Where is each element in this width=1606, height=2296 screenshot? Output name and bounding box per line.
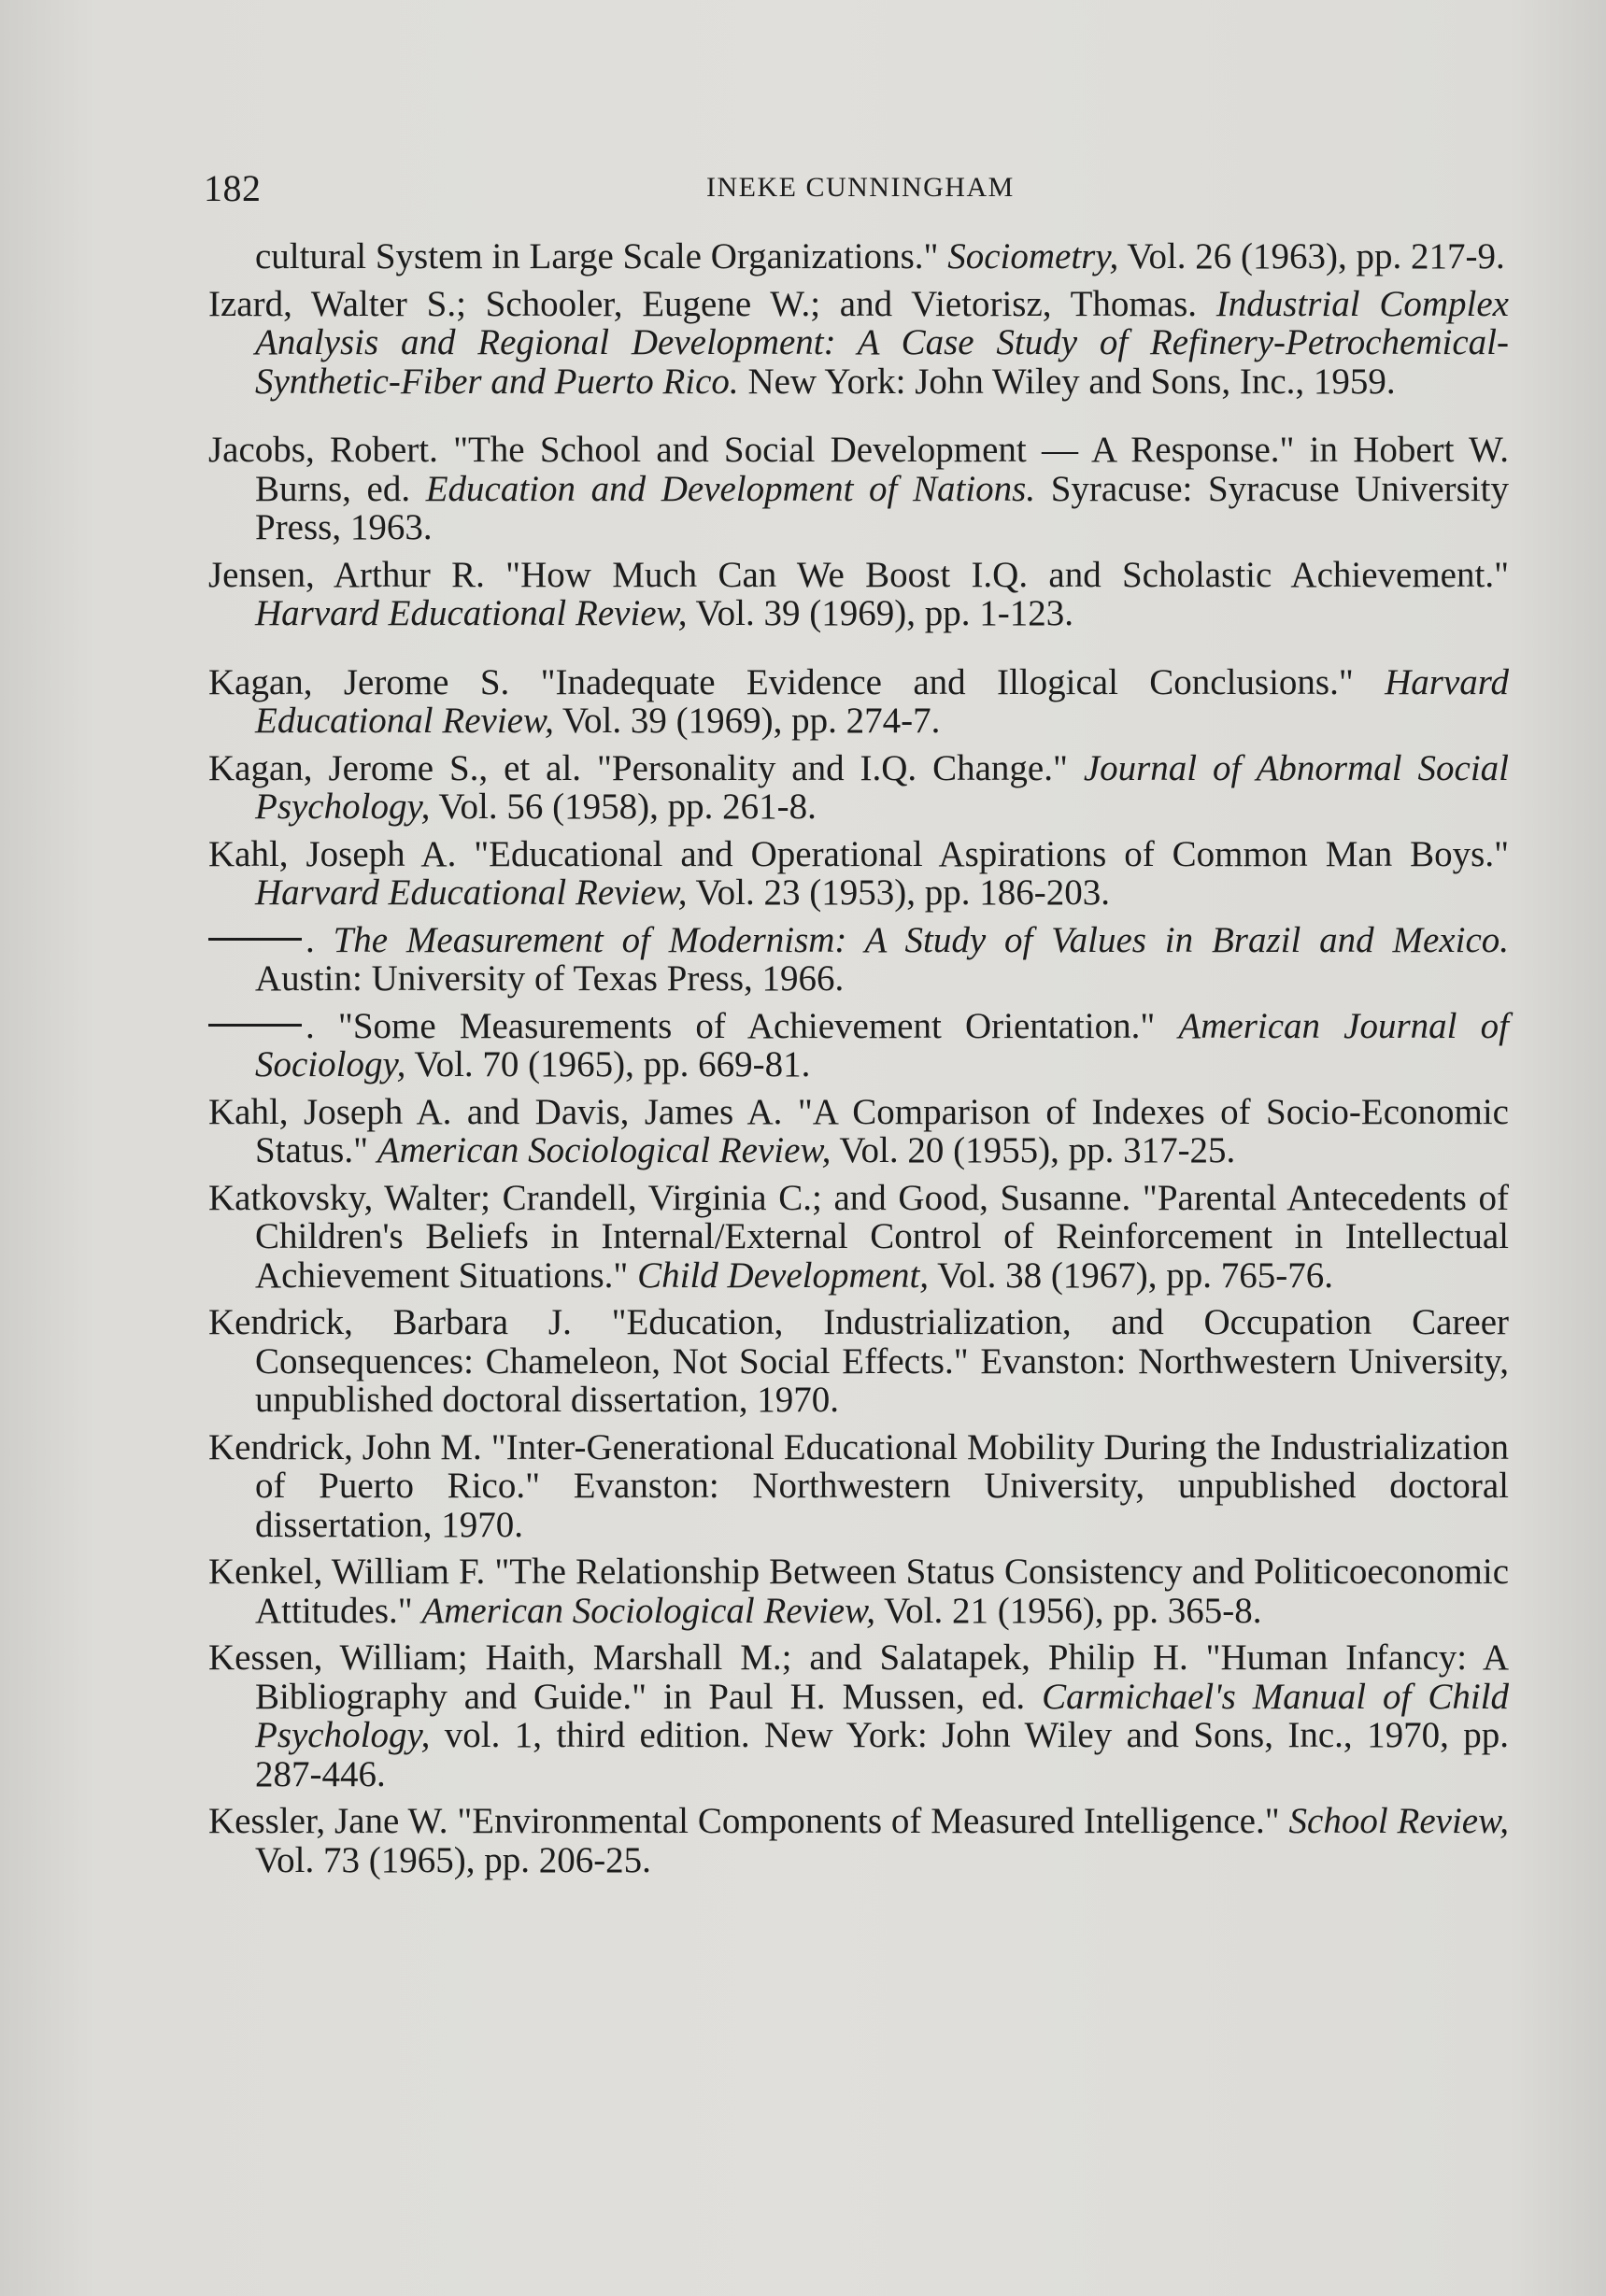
reference-entry: Kessen, William; Haith, Marshall M.; and Salatapek, Philip H. "Human Infancy: A Bibliography and Guide." in Paul H. Mussen, ed. Carmichael's Manual of Child Psychology, vol. 1, third edition. New York: John Wiley and Sons, Inc., 1970, pp. 287-446. bbox=[208, 1637, 1510, 1794]
reference-entry: Izard, Walter S.; Schooler, Eugene W.; and Vietorisz, Thomas. Industrial Complex Analysis and Regional Development: A Case Study of Refinery-Petrochemical-Synthetic-Fiber and Puerto Rico. New York: John Wiley and Sons, Inc., 1959. bbox=[208, 283, 1509, 402]
reference-entry: Katkovsky, Walter; Crandell, Virginia C.; and Good, Susanne. "Parental Antecedents of Children's Beliefs in Internal/External Control of Reinforcement in Intellectual Achievement Situations." Child Development, Vol. 38 (1967), pp. 765-76. bbox=[208, 1177, 1509, 1296]
reference-entry: . "Some Measurements of Achievement Orientation." American Journal of Sociology, Vol. 70 (1965), pp. 669-81. bbox=[208, 1007, 1509, 1084]
reference-entry: Kahl, Joseph A. and Davis, James A. "A Comparison of Indexes of Socio-Economic Status." American Sociological Review, Vol. 20 (1955), pp. 317-25. bbox=[208, 1091, 1509, 1170]
reference-entry: Kagan, Jerome S., et al. "Personality and I.Q. Change." Journal of Abnormal Social Psychology, Vol. 56 (1958), pp. 261-8. bbox=[208, 747, 1509, 827]
running-header bbox=[204, 166, 1512, 213]
reference-entry: Kenkel, William F. "The Relationship Between Status Consistency and Politicoeconomic Attitudes." American Sociological Review, Vol. 21 (1956), pp. 365-8. bbox=[208, 1552, 1509, 1631]
reference-entry: Kendrick, John M. "Inter-Generational Educational Mobility During the Industrialization of Puerto Rico." Evanston: Northwestern University, unpublished doctoral dissertation, 1970. bbox=[208, 1426, 1509, 1545]
reference-entry: Jensen, Arthur R. "How Much Can We Boost I.Q. and Scholastic Achievement." Harvard Educational Review, Vol. 39 (1969), pp. 1-123. bbox=[208, 554, 1509, 633]
reference-list bbox=[208, 237, 1509, 1888]
reference-entry: cultural System in Large Scale Organizations." Sociometry, Vol. 26 (1963), pp. 217-9. bbox=[255, 236, 1505, 276]
reference-entry: Kendrick, Barbara J. "Education, Industrialization, and Occupation Career Consequences: Chameleon, Not Social Effects." Evanston: Northwestern University, unpublished doctoral dissertation, 1970. bbox=[208, 1302, 1509, 1420]
repeat-author-dash bbox=[208, 938, 302, 941]
running-title: INEKE CUNNINGHAM bbox=[706, 172, 1015, 203]
reference-entry: Kessler, Jane W. "Environmental Components of Measured Intelligence." School Review, Vol. 73 (1965), pp. 206-25. bbox=[208, 1801, 1509, 1880]
page-number: 182 bbox=[204, 167, 262, 209]
reference-entry: Kahl, Joseph A. "Educational and Operational Aspirations of Common Man Boys." Harvard Educational Review, Vol. 23 (1953), pp. 186-203. bbox=[208, 833, 1509, 913]
reference-entry: Jacobs, Robert. "The School and Social Development — A Response." in Hobert W. Burns, ed. Education and Development of Nations. Syracuse: Syracuse University Press, 1963. bbox=[208, 430, 1509, 547]
repeat-author-dash bbox=[208, 1024, 302, 1027]
reference-entry: Kagan, Jerome S. "Inadequate Evidence and Illogical Conclusions." Harvard Educational Review, Vol. 39 (1969), pp. 274-7. bbox=[208, 661, 1509, 741]
reference-entry: . The Measurement of Modernism: A Study of Values in Brazil and Mexico. Austin: University of Texas Press, 1966. bbox=[208, 921, 1509, 999]
